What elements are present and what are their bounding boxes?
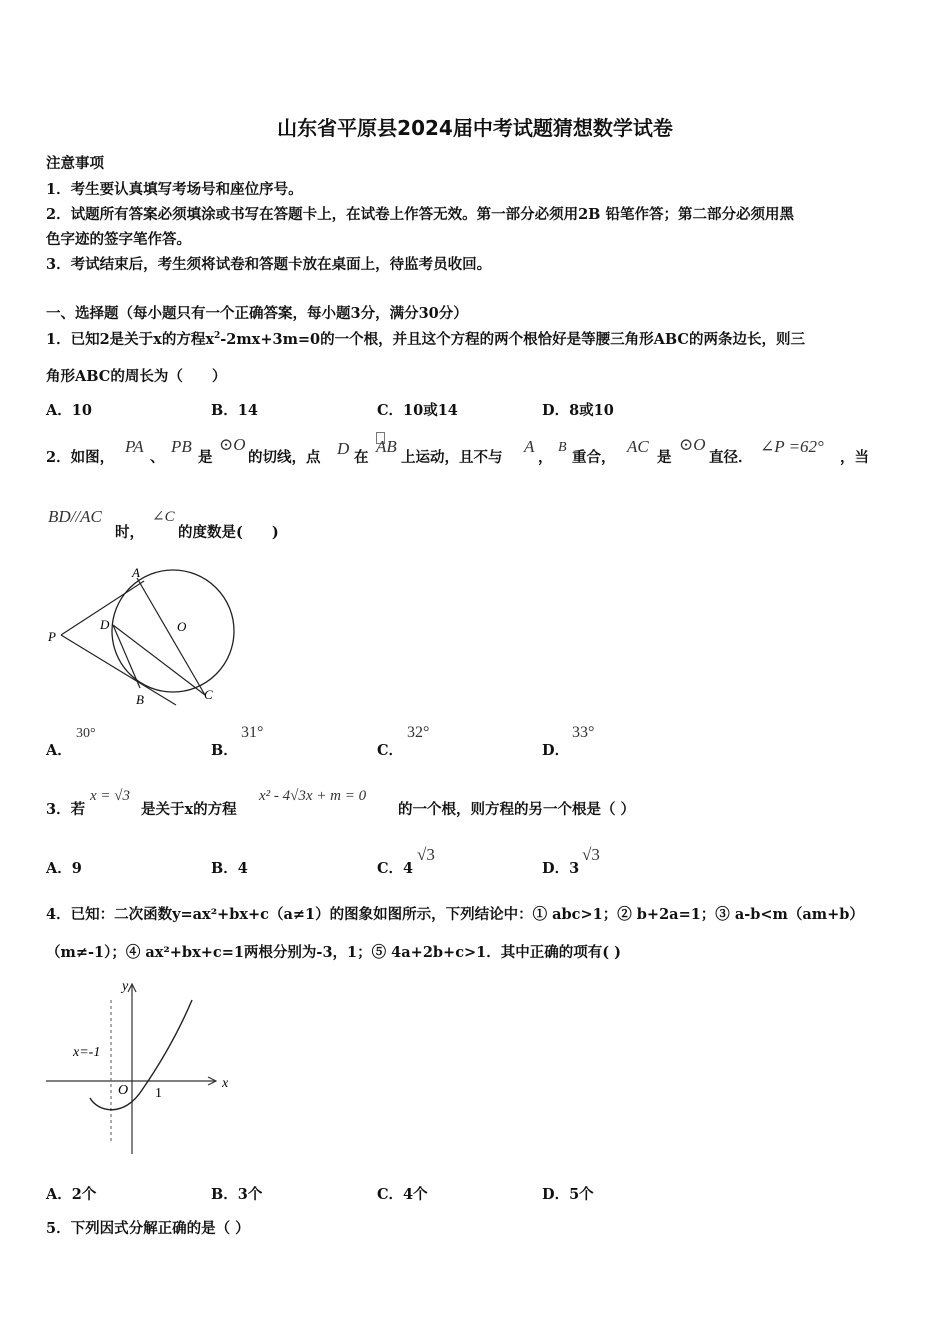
label-c: C xyxy=(204,687,213,702)
q1-line1: 1．已知2是关于x的方程$x^2-2mx+3m=0$的一个根，并且这个方程的两个根恰好是等腰三角形ABC的两条边长，则三 xyxy=(46,331,805,348)
label-a: A xyxy=(132,565,140,580)
q3-condition: x = √3 xyxy=(90,788,131,804)
q1-option-c[interactable]: C．10或14 xyxy=(377,402,458,419)
q2-point-d: D xyxy=(337,439,350,458)
q1-option-b[interactable]: B．14 xyxy=(211,402,258,419)
q2-option-a-value: 30° xyxy=(76,726,96,741)
q4-option-c[interactable]: C．4个 xyxy=(377,1186,428,1203)
q2-sep: 、 xyxy=(150,449,165,466)
q2-option-d-label[interactable]: D． xyxy=(542,742,570,759)
q2-circle-figure xyxy=(44,563,244,713)
q2-option-c-value: 32° xyxy=(407,724,430,741)
q4-option-b[interactable]: B．3个 xyxy=(211,1186,263,1203)
q2-option-a-label[interactable]: A． xyxy=(46,742,72,759)
q2-dang: ，当 xyxy=(840,449,869,466)
notice-item-2: 2．试题所有答案必须填涂或书写在答题卡上，在试卷上作答无效。第一部分必须用2B 铅笔作答；第二部分必须用黑 xyxy=(46,206,794,223)
q2-point-b: B xyxy=(558,440,567,455)
diameter-ac xyxy=(137,578,205,695)
q2-angle-c: ∠C xyxy=(152,509,175,525)
notice-item-3: 3．考试结束后，考生须将试卷和答题卡放在桌面上，待监考员收回。 xyxy=(46,256,492,273)
symmetry-label: x=-1 xyxy=(73,1045,101,1060)
q3-tail: 的一个根，则方程的另一个根是（ ） xyxy=(398,801,636,818)
q2-comma: ， xyxy=(538,449,553,466)
notice-item-1: 1．考生要认真填写考场号和座位序号。 xyxy=(46,181,303,198)
notice-heading: 注意事项 xyxy=(46,155,104,172)
q2-shi: 是 xyxy=(198,449,213,466)
q2-motion-text: 上运动，且不与 xyxy=(401,449,503,466)
parabola-curve xyxy=(90,1000,192,1110)
q2-zai: 在 xyxy=(354,449,369,466)
section-heading: 一、选择题（每小题只有一个正确答案，每小题3分，满分30分） xyxy=(46,305,468,322)
q3-equation: x² - 4√3x + m = 0 xyxy=(259,788,367,804)
q3-option-b[interactable]: B．4 xyxy=(211,860,248,877)
q2-bd-parallel-ac: BD//AC xyxy=(48,507,102,526)
chord-dc xyxy=(113,625,205,695)
q2-point-a: A xyxy=(524,437,535,456)
q3-option-d-root: √3 xyxy=(582,845,600,864)
label-d: D xyxy=(100,617,110,632)
origin-label: O xyxy=(118,1083,129,1098)
q1-option-d[interactable]: D．8或10 xyxy=(542,402,614,419)
q3-option-d[interactable]: D．3 xyxy=(542,860,580,877)
q2-tangent-text: 的切线，点 xyxy=(248,449,321,466)
q3-option-a[interactable]: A．9 xyxy=(46,860,82,877)
q4-parabola-figure xyxy=(42,978,238,1158)
circle-o xyxy=(112,570,234,692)
q2-ac: AC xyxy=(627,437,649,456)
y-label: y xyxy=(122,979,129,994)
q2-option-d-value: 33° xyxy=(572,724,595,741)
q2-option-c-label[interactable]: C． xyxy=(377,742,404,759)
q2-coincide: 重合， xyxy=(572,449,616,466)
q2-pa: PA xyxy=(125,437,144,456)
q4-line1: 4．已知：二次函数y=ax²+bx+c（a≠1）的图象如图所示，下列结论中：① abc>1；② b+2a=1；③ a-b<m（am+b） xyxy=(46,906,864,923)
q2-option-b-value: 31° xyxy=(241,724,264,741)
q2-diameter: 直径． xyxy=(709,449,753,466)
q2-arc-ab: AB xyxy=(376,437,397,456)
q2-num: 2．如图， xyxy=(46,449,115,466)
q4-option-a[interactable]: A．2个 xyxy=(46,1186,97,1203)
q2-degree-text: 的度数是( ) xyxy=(178,524,279,541)
q2-circle-o2: ⊙O xyxy=(679,435,706,454)
q3-num: 3．若 xyxy=(46,801,86,818)
q5-text: 5．下列因式分解正确的是（ ） xyxy=(46,1220,250,1237)
q3-option-c[interactable]: C．4 xyxy=(377,860,414,877)
q2-option-b-label[interactable]: B． xyxy=(211,742,238,759)
q1-line2: 角形ABC的周长为（ ） xyxy=(46,368,227,385)
label-o: O xyxy=(177,619,187,634)
x-label: x xyxy=(222,1076,229,1091)
q3-option-c-root: √3 xyxy=(417,845,435,864)
one-label: 1 xyxy=(155,1086,162,1101)
q2-shi3: 时， xyxy=(115,524,144,541)
label-p: P xyxy=(48,629,56,644)
label-b: B xyxy=(136,692,144,707)
q4-option-d[interactable]: D．5个 xyxy=(542,1186,594,1203)
notice-item-2-cont: 色字迹的签字笔作答。 xyxy=(46,231,191,248)
q2-shi2: 是 xyxy=(657,449,672,466)
q2-circle-o: ⊙O xyxy=(219,435,246,454)
q3-mid: 是关于x的方程 xyxy=(141,801,237,818)
q2-angle-p: ∠P =62° xyxy=(760,437,824,456)
q1-option-a[interactable]: A．10 xyxy=(46,402,92,419)
tangent-pb xyxy=(61,635,176,705)
q4-line2: （m≠-1）；④ ax²+bx+c=1两根分别为-3，1；⑤ 4a+2b+c>1．其中正确的项有( ) xyxy=(46,944,622,961)
page-title: 山东省平原县2024届中考试题猜想数学试卷 xyxy=(277,116,673,140)
q2-pb: PB xyxy=(171,437,192,456)
